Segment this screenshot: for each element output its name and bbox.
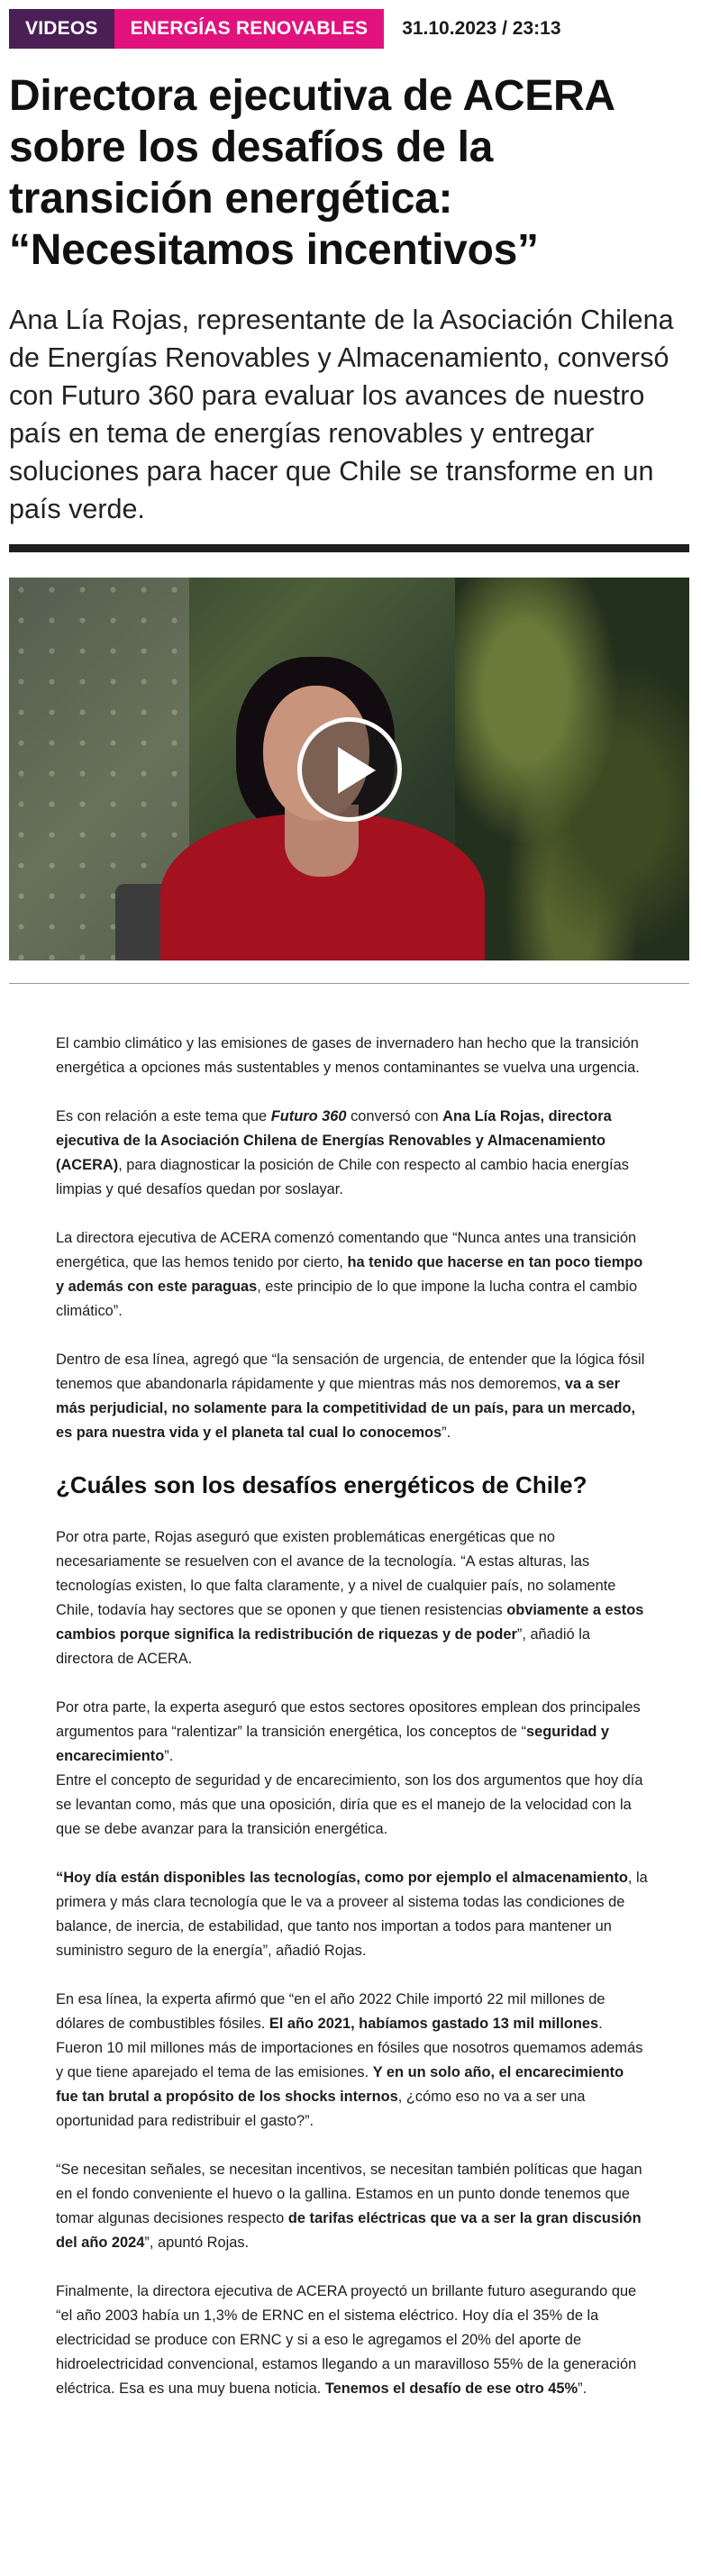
section-heading: ¿Cuáles son los desafíos energéticos de Chile? — [56, 1471, 587, 1498]
paragraph-11: Finalmente, la directora ejecutiva de ACERA proyectó un brillante futuro asegurando que “el año 2003 había un 1,3% de ERNC en el sistema eléctrico. Hoy día el 35% de la electricidad se produce con ERNC y si a eso le agregamos el 20% del aporte de hidroelectricidad convencional, estamos llegando a un maravilloso 55% de la generación eléctrica. Esa es una muy buena noticia. Tenemos el desafío de ese otro 45%”. — [56, 2283, 637, 2397]
paragraph-1: El cambio climático y las emisiones de gases de invernadero han hecho que la transición energética a opciones más sustentables y menos contaminantes se vuelva una urgencia. — [56, 1035, 640, 1076]
article-body — [56, 1032, 649, 2426]
header-divider — [9, 544, 689, 552]
article-lead: Ana Lía Rojas, representante de la Asociación Chilena de Energías Renovables y Almacenamiento, conversó con Futuro 360 para evaluar los avances de nuestro país en tema de energías renovables y entregar soluciones para hacer que Chile se transforme en un país verde. — [9, 305, 674, 524]
paragraph-4: Dentro de esa línea, agregó que “la sensación de urgencia, de entender que la lógica fósil tenemos que abandonarla rápidamente y que mientras más nos demoremos, va a ser más perjudicial, no solamente para la competitividad de un país, para un mercado, es para nuestra vida y el planeta tal cual lo conocemos”. — [56, 1352, 645, 1441]
paragraph-8: “Hoy día están disponibles las tecnologías, como por ejemplo el almacenamiento, la primera y más clara tecnología que le va a proveer al sistema todas las condiciones de balance, de inercia, de estabilidad, que tanto nos importan a todos para mantener un suministro seguro de la energía”, añadió Rojas. — [56, 1870, 648, 1959]
paragraph-9: En esa línea, la experta afirmó que “en el año 2022 Chile importó 22 mil millones de dólares de combustibles fósiles. El año 2021, habíamos gastado 13 mil millones. Fueron 10 mil millones más de importaciones en fósiles que nosotros quemamos además y que tiene aparejado el tema de las emisiones. Y en un solo año, el encarecimiento fue tan brutal a propósito de los shocks internos, ¿cómo eso no va a ser una oportunidad para redistribuir el gasto?”. — [56, 1991, 643, 2129]
video-player[interactable] — [9, 578, 689, 960]
video-divider — [9, 983, 689, 984]
paragraph-6: Por otra parte, la experta aseguró que estos sectores opositores emplean dos principales argumentos para “ralentizar” la transición energética, los conceptos de “seguridad y encarecimiento”. — [56, 1699, 641, 1764]
tag-bar — [9, 9, 561, 49]
play-icon[interactable] — [297, 717, 402, 822]
paragraph-3: La directora ejecutiva de ACERA comenzó comentando que “Nunca antes una transición energética, que las hemos tenido por cierto, ha tenido que hacerse en tan poco tiempo y además con este paraguas, este principio de lo que impone la lucha contra el cambio climático”. — [56, 1230, 643, 1319]
publish-date: 31.10.2023 / 23:13 — [402, 18, 561, 39]
paragraph-5: Por otra parte, Rojas aseguró que existen problemáticas energéticas que no necesariamente se resuelven con el avance de la tecnología. “A estas alturas, las tecnologías existen, lo que falta claramente, y a nivel de cualquier país, no solamente Chile, todavía hay sectores que se oponen y que tienen resistencias obviamente a estos cambios porque significa la redistribución de riquezas y de poder”, añadió la directora de ACERA. — [56, 1529, 644, 1667]
paragraph-7: Entre el concepto de seguridad y de encarecimiento, son los dos argumentos que hoy día se levantan como, más que una oposición, diría que es el manejo de la velocidad con la que se debe avanzar para la transición energética. — [56, 1772, 643, 1837]
video-background-plants — [455, 578, 689, 960]
section-tag-videos[interactable]: VIDEOS — [9, 9, 114, 49]
article-title: Directora ejecutiva de ACERA sobre los desafíos de la transición energética: “Necesitamos incentivos” — [9, 72, 614, 274]
category-tag[interactable]: ENERGÍAS RENOVABLES — [114, 9, 385, 49]
paragraph-10: “Se necesitan señales, se necesitan incentivos, se necesitan también políticas que hagan en el fondo conveniente el huevo o la gallina. Estamos en un punto donde tenemos que tomar algunas decisiones respecto de tarifas eléctricas que va a ser la gran discusión del año 2024”, apuntó Rojas. — [56, 2162, 642, 2251]
paragraph-2: Es con relación a este tema que Futuro 360 conversó con Ana Lía Rojas, directora ejecutiva de la Asociación Chilena de Energías Renovables y Almacenamiento (ACERA), para diagnosticar la posición de Chile con respecto al cambio hacia energías limpias y qué desafíos quedan por soslayar. — [56, 1108, 629, 1197]
